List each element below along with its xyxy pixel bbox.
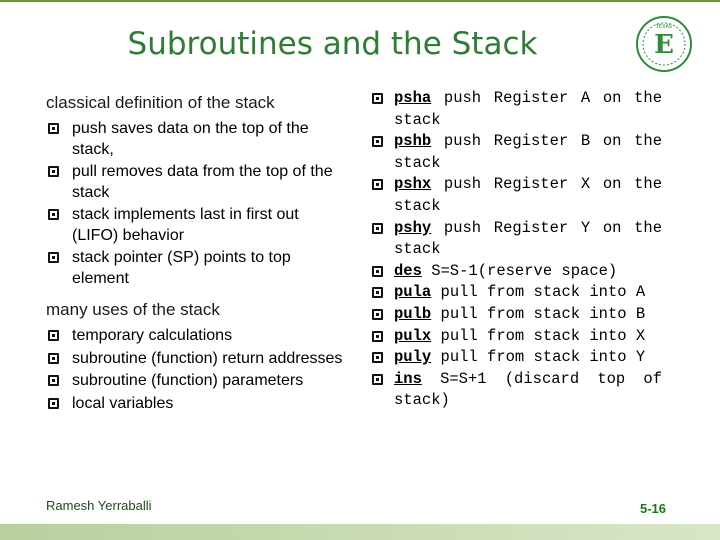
checkbox-bullet-icon [372, 287, 383, 298]
instruction-item [372, 218, 662, 261]
e-seal-logo [636, 16, 692, 72]
instruction-desc: pull from stack into Y [431, 348, 646, 367]
instruction-item [372, 174, 662, 217]
checkbox-bullet-icon [372, 93, 383, 104]
opcode: des [394, 261, 422, 280]
instruction-desc: S=S+1 (discard top of stack) [394, 369, 662, 410]
checkbox-bullet-icon [48, 330, 59, 341]
definition-list [46, 119, 346, 289]
bottom-accent-bar [0, 524, 720, 540]
list-item: stack pointer (SP) points to top element [46, 248, 346, 289]
page-number: 5-16 [640, 501, 667, 516]
instruction-desc: pull from stack into B [431, 304, 646, 323]
opcode: puly [394, 348, 432, 367]
author-name: Ramesh Yerraballi [46, 498, 152, 513]
instruction-desc: push Register A on the stack [394, 89, 662, 129]
instruction-desc: pull from stack into X [431, 326, 646, 345]
list-item: subroutine (function) return addresses [46, 349, 346, 370]
checkbox-bullet-icon [372, 179, 383, 190]
checkbox-bullet-icon [48, 252, 59, 263]
list-item: pull removes data from the top of the stack [46, 162, 346, 203]
uses-list [46, 326, 346, 414]
list-item: push saves data on the top of the stack, [46, 119, 346, 160]
instruction-desc: push Register B on the stack [394, 132, 662, 172]
instruction-item [372, 369, 662, 412]
section-heading-uses: many uses of the stack [46, 300, 220, 319]
checkbox-bullet-icon [48, 398, 59, 409]
left-column [46, 92, 346, 416]
opcode: pula [394, 283, 432, 302]
checkbox-bullet-icon [48, 123, 59, 134]
instruction-desc: push Register Y on the stack [394, 218, 662, 259]
opcode: pshx [394, 175, 432, 194]
instruction-desc: push Register X on the stack [394, 175, 662, 215]
instruction-item [372, 326, 662, 348]
checkbox-bullet-icon [372, 266, 383, 277]
instruction-item [372, 88, 662, 131]
top-accent-bar [0, 0, 720, 2]
svg-text:E: E [654, 30, 674, 60]
checkbox-bullet-icon [48, 166, 59, 177]
list-item: temporary calculations [46, 326, 346, 347]
checkbox-bullet-icon [372, 136, 383, 147]
instruction-desc: pull from stack into A [431, 283, 646, 302]
instruction-item [372, 261, 662, 283]
checkbox-bullet-icon [372, 331, 383, 342]
instruction-item [372, 131, 662, 174]
section-heading-definition: classical definition of the stack [46, 93, 275, 112]
opcode: ins [394, 369, 422, 388]
opcode: pshy [394, 218, 432, 237]
checkbox-bullet-icon [372, 223, 383, 234]
opcode: pulx [394, 326, 432, 345]
slide-title: Subroutines and the Stack [127, 26, 538, 62]
list-item: subroutine (function) parameters [46, 371, 346, 392]
checkbox-bullet-icon [48, 375, 59, 386]
instruction-item [372, 347, 662, 369]
instruction-desc: S=S-1(reserve space) [421, 261, 618, 280]
checkbox-bullet-icon [372, 309, 383, 320]
opcode: pulb [394, 304, 432, 323]
instruction-item [372, 282, 662, 304]
instruction-item [372, 304, 662, 326]
list-item: local variables [46, 394, 346, 415]
instruction-list [372, 88, 662, 412]
svg-text:TEXAS: TEXAS [655, 24, 673, 30]
opcode: pshb [394, 132, 432, 151]
right-column [372, 88, 662, 412]
opcode: psha [394, 89, 432, 107]
checkbox-bullet-icon [48, 209, 59, 220]
checkbox-bullet-icon [48, 353, 59, 364]
checkbox-bullet-icon [372, 374, 383, 385]
list-item: stack implements last in first out (LIFO) behavior [46, 205, 346, 246]
checkbox-bullet-icon [372, 352, 383, 363]
